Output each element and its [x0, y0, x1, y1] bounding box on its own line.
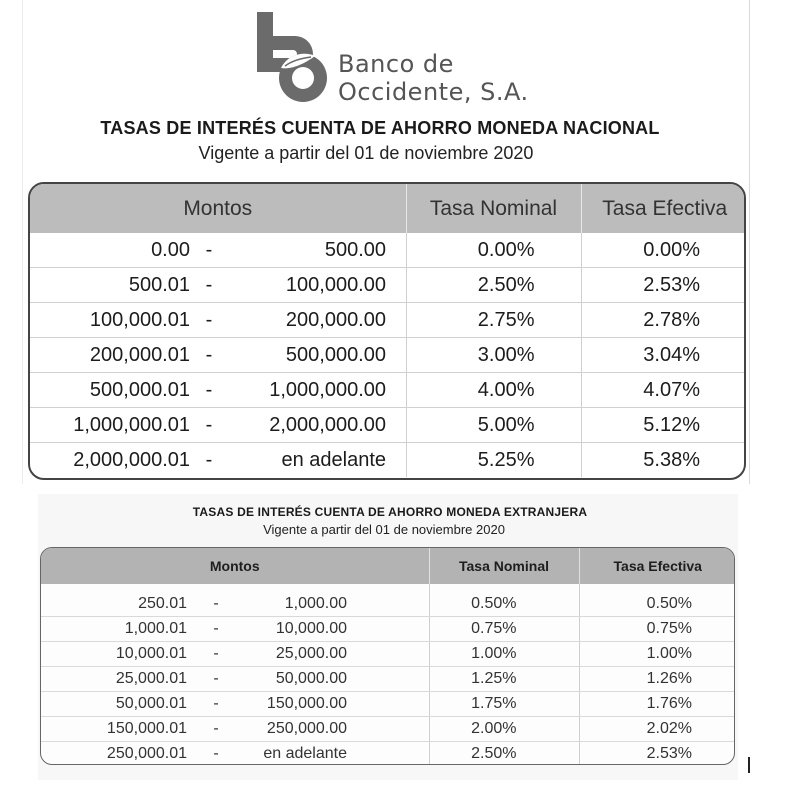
monto-from: 10,000.01 — [115, 645, 187, 662]
tasa-efectiva-cell: 5.12% — [581, 408, 746, 443]
monto-to: 500,000.00 — [285, 343, 386, 366]
monto-from: 1,000,000.01 — [73, 413, 190, 436]
table-row — [41, 592, 735, 617]
montos-cell — [30, 303, 406, 338]
tasa-efectiva-cell: 1.26% — [579, 667, 735, 692]
header-tasa-nominal: Tasa Nominal — [406, 184, 581, 233]
bank-name — [338, 50, 529, 106]
monto-separator: - — [213, 745, 219, 762]
tasa-efectiva-cell: 0.75% — [579, 617, 735, 642]
monto-to: 2,000,000.00 — [269, 413, 386, 436]
text-cursor — [748, 757, 750, 773]
montos-cell — [30, 443, 406, 478]
header-tasa-efectiva: Tasa Efectiva — [579, 548, 735, 584]
tasa-efectiva-cell: 2.53% — [646, 745, 692, 762]
monto-to: 150,000.00 — [266, 695, 347, 712]
montos-cell — [41, 742, 429, 766]
monto-to: 100,000.00 — [285, 273, 386, 296]
tasa-nominal-cell: 1.00% — [429, 642, 579, 667]
tasa-nominal-cell: 0.50% — [429, 592, 579, 617]
montos-cell — [30, 233, 406, 268]
montos-cell — [30, 408, 406, 443]
tasa-nominal-cell: 0.75% — [429, 617, 579, 642]
table-row — [30, 338, 746, 373]
monto-to: 500.00 — [324, 238, 386, 261]
tasa-efectiva-cell: 1.76% — [579, 692, 735, 717]
extranjera-rates-table — [40, 547, 735, 765]
monto-from: 150,000.01 — [106, 720, 187, 737]
nacional-subtitle: Vigente a partir del 01 de noviembre 2020 — [198, 143, 534, 163]
tasa-efectiva-cell: 2.78% — [581, 303, 746, 338]
table-row — [41, 642, 735, 667]
monto-separator: - — [213, 670, 219, 687]
monto-separator: - — [205, 413, 213, 436]
monto-from: 500,000.01 — [89, 378, 190, 401]
monto-to: 10,000.00 — [275, 620, 347, 637]
monto-separator: - — [205, 273, 213, 296]
monto-separator: - — [205, 378, 213, 401]
table-header-row — [30, 184, 746, 233]
montos-cell — [41, 667, 429, 692]
monto-from: 100,000.01 — [89, 308, 190, 331]
table-row — [30, 303, 746, 338]
monto-from: 0.00 — [151, 238, 190, 261]
tasa-efectiva-cell: 0.00% — [581, 233, 746, 268]
tasa-nominal-cell: 5.25% — [406, 443, 581, 478]
tasa-nominal-cell: 4.00% — [406, 373, 581, 408]
monto-separator: - — [213, 620, 219, 637]
bank-name-line1: Banco de — [338, 50, 454, 78]
montos-cell — [41, 592, 429, 617]
extranjera-subtitle: Vigente a partir del 01 de noviembre 2020 — [263, 522, 505, 537]
tasa-efectiva-cell: 2.02% — [579, 717, 735, 742]
tasa-nominal-cell: 1.25% — [429, 667, 579, 692]
montos-cell — [30, 373, 406, 408]
table-row — [30, 373, 746, 408]
montos-cell — [41, 642, 429, 667]
table-spacer-row — [41, 584, 735, 592]
monto-separator: - — [213, 720, 219, 737]
table-header-row — [41, 548, 735, 584]
nacional-rates-table — [28, 182, 746, 480]
monto-separator: - — [205, 343, 213, 366]
tasa-nominal-cell: 3.00% — [406, 338, 581, 373]
monto-from: 250.01 — [138, 595, 187, 612]
tasa-nominal-cell: 1.75% — [429, 692, 579, 717]
monto-separator: - — [213, 695, 219, 712]
monto-from: 1,000.01 — [124, 620, 187, 637]
right-edge-line — [749, 0, 750, 484]
tasa-efectiva-cell: 4.07% — [581, 373, 746, 408]
table-row — [41, 692, 735, 717]
bo-monogram-icon — [255, 12, 335, 108]
table-row — [30, 443, 746, 478]
tasa-efectiva-cell: 0.50% — [579, 592, 735, 617]
table-row — [30, 408, 746, 443]
monto-from: 250,000.01 — [106, 745, 187, 762]
tasa-nominal-cell: 0.00% — [406, 233, 581, 268]
monto-from: 500.01 — [128, 273, 190, 296]
table-row — [30, 268, 746, 303]
tasa-nominal-cell: 2.75% — [406, 303, 581, 338]
tasa-nominal-cell: 2.50% — [406, 268, 581, 303]
monto-to: 50,000.00 — [275, 670, 347, 687]
monto-to: en adelante — [263, 745, 347, 762]
monto-to: 1,000.00 — [284, 595, 347, 612]
monto-separator: - — [205, 448, 213, 471]
monto-to: 250,000.00 — [266, 720, 347, 737]
bank-logo — [255, 12, 545, 112]
table-row — [41, 742, 735, 766]
montos-cell — [30, 338, 406, 373]
header-montos: Montos — [41, 548, 429, 584]
header-tasa-nominal: Tasa Nominal — [429, 548, 579, 584]
table-row — [41, 617, 735, 642]
montos-cell — [41, 617, 429, 642]
tasa-efectiva-cell: 5.38% — [643, 448, 700, 471]
header-montos: Montos — [30, 184, 406, 233]
tasa-nominal-cell: 5.00% — [406, 408, 581, 443]
montos-cell — [41, 717, 429, 742]
bank-name-line2: Occidente, S.A. — [338, 78, 529, 106]
tasa-efectiva-cell: 1.00% — [579, 642, 735, 667]
monto-from: 200,000.01 — [89, 343, 190, 366]
nacional-title: TASAS DE INTERÉS CUENTA DE AHORRO MONEDA NACIONAL — [100, 118, 660, 138]
monto-separator: - — [205, 308, 213, 331]
monto-to: 200,000.00 — [285, 308, 386, 331]
monto-separator: - — [213, 595, 219, 612]
monto-to: 25,000.00 — [275, 645, 347, 662]
tasa-nominal-cell: 2.50% — [429, 742, 579, 766]
montos-cell — [30, 268, 406, 303]
tasa-nominal-cell: 2.00% — [429, 717, 579, 742]
left-edge-line — [22, 0, 23, 484]
monto-separator: - — [213, 645, 219, 662]
header-tasa-efectiva: Tasa Efectiva — [581, 184, 746, 233]
monto-from: 25,000.01 — [115, 670, 187, 687]
extranjera-title: TASAS DE INTERÉS CUENTA DE AHORRO MONEDA EXTRANJERA — [192, 505, 588, 519]
monto-separator: - — [205, 238, 213, 261]
tasa-efectiva-cell: 3.04% — [581, 338, 746, 373]
monto-from: 2,000,000.01 — [73, 448, 190, 471]
monto-from: 50,000.01 — [115, 695, 187, 712]
table-row — [41, 667, 735, 692]
table-row — [30, 233, 746, 268]
tasa-efectiva-cell: 2.53% — [581, 268, 746, 303]
monto-to: 1,000,000.00 — [269, 378, 386, 401]
table-row — [41, 717, 735, 742]
montos-cell — [41, 692, 429, 717]
monto-to: en adelante — [281, 448, 386, 471]
